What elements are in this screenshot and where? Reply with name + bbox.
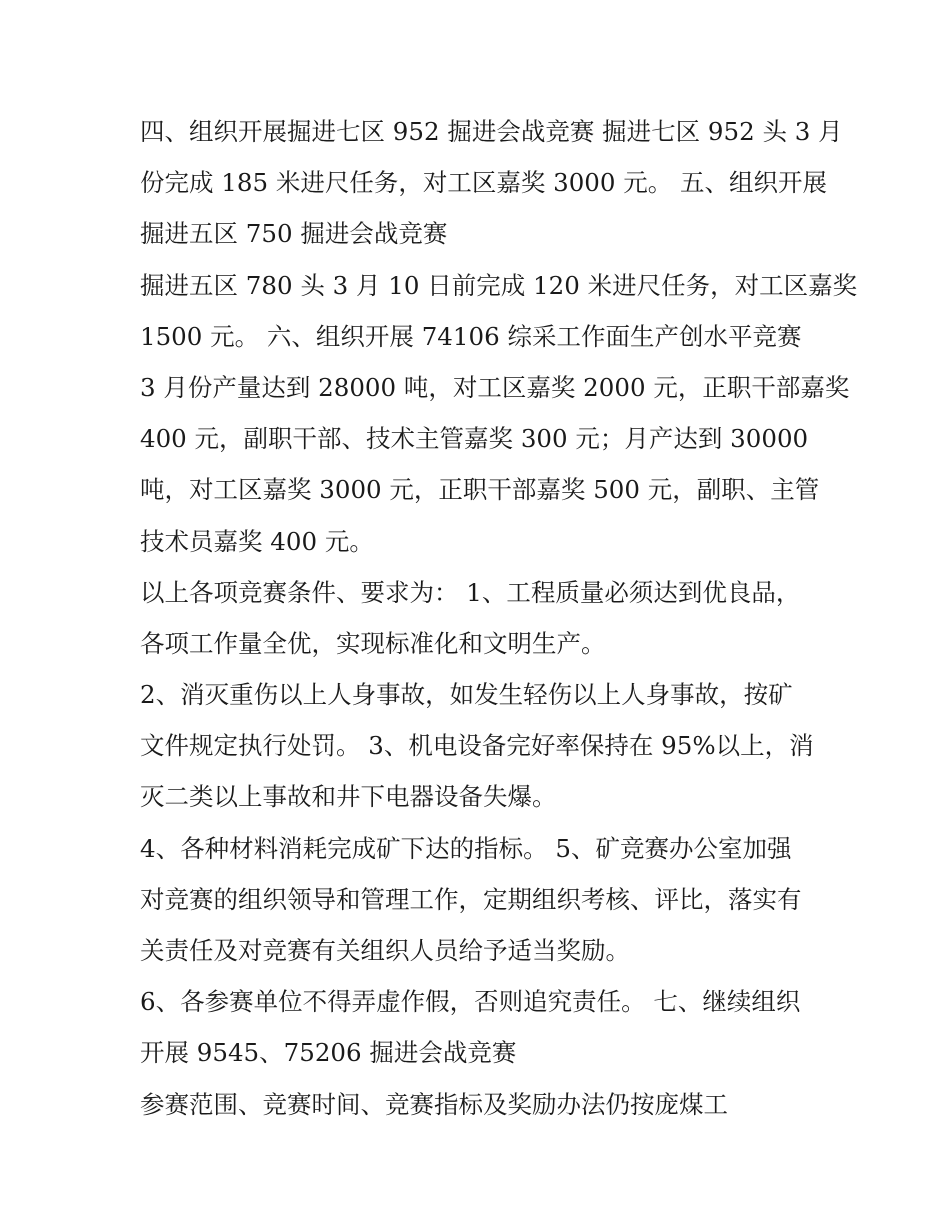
text-line-8: 吨，对工区嘉奖 3000 元，正职干部嘉奖 500 元，副职、主管 [140,475,820,505]
text-line-1: 四、组织开展掘进七区 952 掘进会战竞赛 掘进七区 952 头 3 月 [140,117,843,146]
text-line-11: 各项工作量全优，实现标准化和文明生产。 [140,628,606,658]
text-line-5: 1500 元。 六、组织开展 74106 综采工作面生产创水平竞赛 [140,321,802,351]
text-line-20: 参赛范围、竞赛时间、竞赛指标及奖励办法仍按庞煤工 [140,1089,728,1119]
text-line-3: 掘进五区 750 掘进会战竞赛 [140,219,448,249]
text-line-9: 技术员嘉奖 400 元。 [140,526,374,556]
text-line-13: 文件规定执行处罚。 3、机电设备完好率保持在 95%以上，消 [140,731,814,761]
text-line-18: 6、各参赛单位不得弄虚作假，否则追究责任。 七、继续组织 [140,987,801,1017]
text-line-7: 400 元，副职干部、技术主管嘉奖 300 元；月产达到 30000 [140,424,809,454]
text-line-16: 对竞赛的组织领导和管理工作，定期组织考核、评比，落实有 [140,884,802,914]
text-line-6: 3 月份产量达到 28000 吨，对工区嘉奖 2000 元，正职干部嘉奖 [140,372,850,402]
text-line-15: 4、各种材料消耗完成矿下达的指标。 5、矿竞赛办公室加强 [140,833,792,863]
text-line-17: 关责任及对竞赛有关组织人员给予适当奖励。 [140,936,630,965]
text-line-2: 份完成 185 米进尺任务，对工区嘉奖 3000 元。 五、组织开展 [140,168,828,198]
text-line-14: 灭二类以上事故和井下电器设备失爆。 [140,782,557,812]
text-line-12: 2、消灭重伤以上人身事故，如发生轻伤以上人身事故，按矿 [140,680,793,710]
text-line-4: 掘进五区 780 头 3 月 10 日前完成 120 米进尺任务，对工区嘉奖 [140,270,858,300]
document-body [140,106,858,1130]
text-line-19: 开展 9545、75206 掘进会战竞赛 [140,1038,517,1068]
text-line-10: 以上各项竞赛条件、要求为： 1、工程质量必须达到优良品， [140,577,801,607]
